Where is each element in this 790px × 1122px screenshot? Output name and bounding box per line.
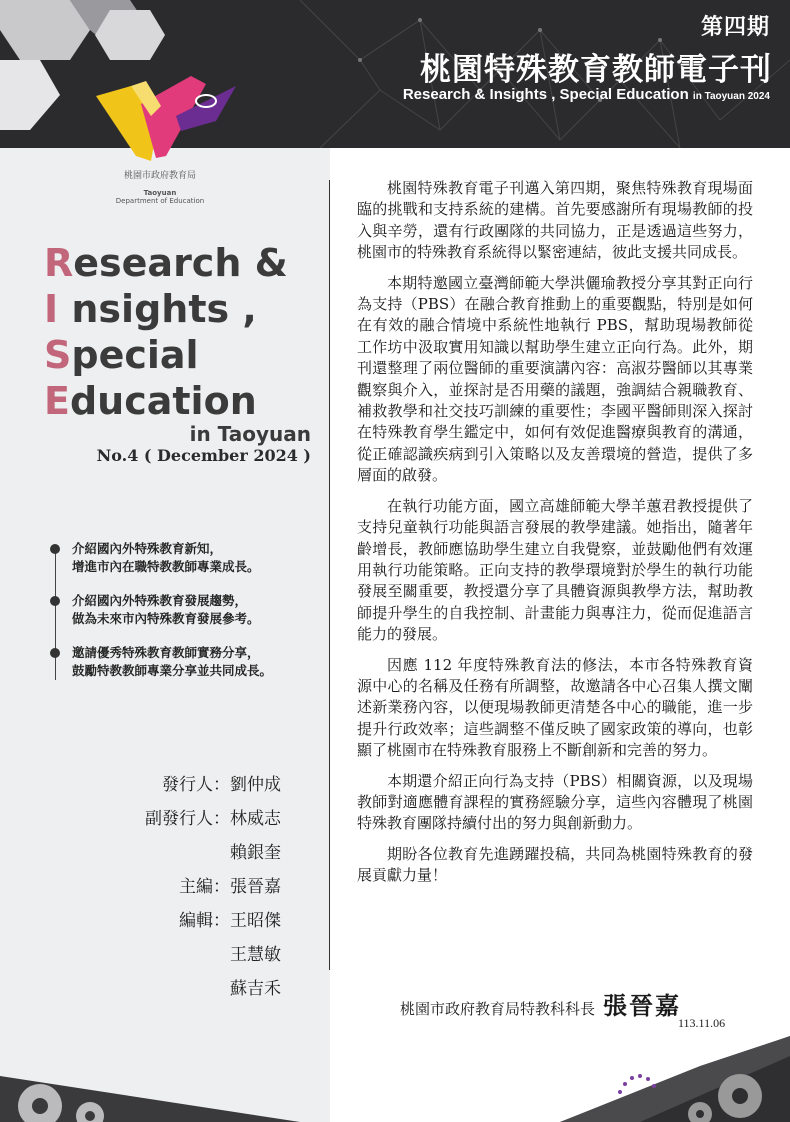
staff-role [100,836,230,870]
goal-item [50,540,330,576]
staff-row [100,870,290,904]
article-paragraph: 在執行功能方面，國立高雄師範大學羊蕙君教授提供了支持兒童執行功能與語言發展的教學建議。她指出，隨著年齡增長，教師應協助學生建立自我覺察，並鼓勵他們有效運用執行功能策略。正向支持的教學環境對於學生的執行功能發展至關重要，教授還分享了具體資源與教學方法，幫助教師提升學生的自我控制、計畫能力與專注力，從而促進語言能力的發展。 [357,496,753,644]
staff-role: 主編： [179,877,230,897]
rise-title [44,240,288,424]
department-name-zh: 桃園市政府教育局 [123,171,196,181]
staff-name: 劉仲成 [230,775,281,795]
rise-line [44,378,288,424]
signature-name: 張晉嘉 [603,991,682,1020]
rise-line [44,286,288,332]
rise-rest: nsights , [58,287,257,331]
department-name-en2: Department of Education [115,197,205,205]
issue-number: 第四期 [700,14,770,40]
staff-row [100,938,290,972]
column-divider [329,180,330,970]
rise-rest: esearch & [73,241,288,285]
bullet-dot-icon [50,648,60,658]
goal-line: 邀請優秀特殊教育教師實務分享， [72,645,260,660]
staff-name: 王慧敏 [230,945,281,965]
signature-date: 113.11.06 [678,1016,726,1030]
issue-date: No.4 ( December 2024 ) [96,446,311,465]
rise-cap: I [44,287,59,331]
goal-item [50,592,330,628]
bullet-dot-icon [50,596,60,606]
goal-line: 做為未來市內特殊教育發展參考。 [72,611,260,626]
rise-rest: pecial [71,333,199,377]
rise-line [44,240,288,286]
rise-rest: ducation [69,379,257,423]
article-paragraph: 期盼各位教育先進踴躍投稿，共同為桃園特殊教育的發展貢獻力量！ [357,844,753,885]
staff-role [100,972,230,1006]
subtitle-small: in Taoyuan 2024 [692,91,770,102]
department-name-en1: Taoyuan [143,189,177,197]
staff-role [100,938,230,972]
staff-name: 蘇吉禾 [230,979,281,999]
rise-cap: R [44,241,74,285]
goal-line: 鼓勵特教教師專業分享並共同成長。 [72,663,273,678]
subtitle-main: Research & Insights , Special Education [402,86,689,103]
publication-title: 桃園特殊教育教師電子刊 [420,52,772,88]
staff-role: 發行人： [162,775,230,795]
department-name [60,168,260,205]
staff-list [100,768,290,1006]
signature [400,986,681,1021]
staff-name: 賴銀奎 [230,843,281,863]
bullet-dot-icon [50,544,60,554]
staff-row [100,904,290,938]
footer-gears-decoration [0,1026,790,1122]
department-logo-icon [96,76,246,166]
rise-cap: S [44,333,72,377]
article-paragraph: 本期特邀國立臺灣師範大學洪儷瑜教授分享其對正向行為支持（PBS）在融合教育推動上的重要觀點，特別是如何在有效的融合情境中系統性地執行 PBS，幫助現場教師從工作坊中汲取實用知識以幫助學生建立正向行為。此外，期刊還整理了兩位醫師的重要演講內容：高淑芬醫師以其專業觀察與介入，並探討是否用藥的議題，強調結合親職教育、補救教學和社交技巧訓練的重要性；李國平醫師則深入探討在特殊教育學生鑑定中，如何有效促進醫療與教育的溝通，從正確認識疾病到引入策略以及友善環境的營造，提供了多層面的啟發。 [357,273,753,485]
article-paragraph: 桃園特殊教育電子刊邁入第四期，聚焦特殊教育現場面臨的挑戰和支持系統的建構。首先要感謝所有現場教師的投入與辛勞，還有行政團隊的共同協力，正是透過這些努力，桃園市的特殊教育系統得以緊密連結，彼此支援共同成長。 [357,179,753,262]
goals-list [50,540,330,696]
rise-in-taoyuan: in Taoyuan [189,422,311,446]
publication-subtitle [403,86,770,103]
rise-cap: E [44,379,70,423]
signature-title: 桃園市政府教育局特教科科長 [400,1000,596,1018]
goal-item [50,644,330,680]
staff-name: 張晉嘉 [230,877,281,897]
article-paragraph: 本期還介紹正向行為支持（PBS）相關資源，以及現場教師對適應體育課程的實務經驗分享，這些內容體現了桃園特殊教育團隊持續付出的努力與創新動力。 [357,771,753,833]
staff-role: 編輯： [179,911,230,931]
rise-line [44,332,288,378]
goal-line: 介紹國內外特殊教育發展趨勢， [72,593,248,608]
staff-name: 王昭傑 [230,911,281,931]
editorial-article [357,178,753,896]
staff-role: 副發行人： [145,809,230,829]
staff-row [100,972,290,1006]
goal-line: 介紹國內外特殊教育新知， [72,541,223,556]
staff-row [100,836,290,870]
goal-line: 增進市內在職特教教師專業成長。 [72,559,260,574]
staff-row [100,768,290,802]
staff-name: 林威志 [230,809,281,829]
staff-row [100,802,290,836]
article-paragraph: 因應 112 年度特殊教育法的修法，本市各特殊教育資源中心的名稱及任務有所調整，故邀請各中心召集人撰文闡述新業務內容，以便現場教師更清楚各中心的職能，進一步提升行政效率；這些調整不僅反映了國家政策的導向，也彰顯了桃園市在特殊教育服務上不斷創新和完善的努力。 [357,655,753,760]
